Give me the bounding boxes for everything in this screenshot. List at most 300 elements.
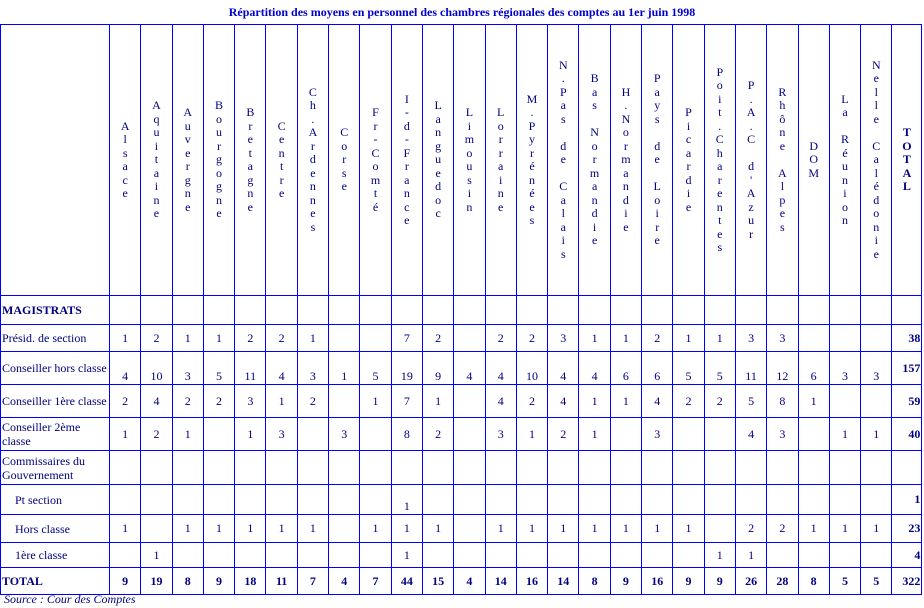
table-cell: 2 — [516, 325, 547, 352]
table-cell — [798, 451, 829, 485]
table-cell — [579, 296, 610, 325]
table-cell — [579, 543, 610, 568]
table-cell — [172, 296, 203, 325]
table-cell: 9 — [422, 352, 453, 385]
table-cell — [203, 543, 234, 568]
column-header — [110, 25, 141, 296]
table-cell — [704, 485, 735, 515]
table-cell — [454, 485, 485, 515]
column-header — [642, 25, 673, 296]
table-cell: 8 — [172, 568, 203, 595]
table-cell — [704, 451, 735, 485]
table-cell: 4 — [485, 385, 516, 418]
table-cell: 16 — [642, 568, 673, 595]
table-cell: 1 — [610, 515, 641, 543]
table-cell — [141, 485, 172, 515]
table-cell — [610, 543, 641, 568]
table-cell: 4 — [454, 568, 485, 595]
column-header — [579, 25, 610, 296]
column-header-label: L a R é u n i o n — [840, 91, 849, 227]
table-cell — [454, 296, 485, 325]
table-cell — [266, 485, 297, 515]
table-cell: 6 — [610, 352, 641, 385]
row-total-cell: 38 — [892, 325, 922, 352]
table-cell: 1 — [829, 515, 860, 543]
table-cell — [735, 296, 766, 325]
table-cell: 28 — [767, 568, 798, 595]
column-header — [360, 25, 391, 296]
table-cell — [704, 296, 735, 325]
table-cell: 1 — [266, 515, 297, 543]
table-cell: 10 — [516, 352, 547, 385]
table-cell — [422, 485, 453, 515]
column-header-label: B o u r g o g n e — [215, 98, 224, 221]
table-cell — [673, 451, 704, 485]
column-header-label: C e n t r e — [277, 118, 286, 200]
table-cell — [798, 485, 829, 515]
table-cell: 1 — [610, 325, 641, 352]
table-cell — [235, 296, 266, 325]
table-cell: 4 — [579, 352, 610, 385]
table-cell: 3 — [767, 418, 798, 451]
column-header-label: C o r s e — [340, 125, 349, 194]
column-header — [704, 25, 735, 296]
column-header-label: P i c a r d i e — [685, 105, 692, 214]
table-cell — [203, 296, 234, 325]
table-cell — [360, 296, 391, 325]
table-cell — [548, 543, 579, 568]
column-header-label: H . N o r m a n d i e — [621, 84, 631, 234]
table-cell: 9 — [704, 568, 735, 595]
table-cell: 1 — [516, 515, 547, 543]
column-header-label: A q u i t a i n e — [152, 98, 161, 221]
column-header-label: N . P a s d e C a l a i s — [558, 57, 568, 261]
row-total-cell: 23 — [892, 515, 922, 543]
table-cell — [203, 418, 234, 451]
table-cell — [610, 296, 641, 325]
table-cell — [829, 385, 860, 418]
column-header-label: M . P y r é n é e s — [526, 91, 538, 227]
table-cell — [861, 451, 892, 485]
table-cell: 1 — [798, 515, 829, 543]
table-cell — [360, 451, 391, 485]
table-cell: 1 — [391, 485, 422, 515]
column-header-label: R h ô n e A l p e s — [778, 84, 787, 234]
column-header-label: P . A . C d ' A z u r — [746, 78, 756, 241]
table-cell: 2 — [642, 325, 673, 352]
table-cell: 5 — [861, 568, 892, 595]
table-cell — [172, 485, 203, 515]
table-cell — [391, 296, 422, 325]
table-cell: 1 — [673, 515, 704, 543]
table-cell — [110, 485, 141, 515]
table-cell: 5 — [704, 352, 735, 385]
table-cell — [829, 325, 860, 352]
table-cell: 3 — [767, 325, 798, 352]
table-cell: 8 — [391, 418, 422, 451]
table-cell — [329, 451, 360, 485]
table-cell — [548, 451, 579, 485]
table-cell — [861, 485, 892, 515]
table-cell: 16 — [516, 568, 547, 595]
column-header — [454, 25, 485, 296]
table-cell — [642, 451, 673, 485]
row-total-cell — [892, 451, 922, 485]
table-cell: 1 — [235, 515, 266, 543]
table-cell — [329, 325, 360, 352]
table-row — [1, 485, 922, 515]
table-cell: 7 — [360, 568, 391, 595]
table-cell — [642, 296, 673, 325]
table-cell — [673, 296, 704, 325]
table-cell: 4 — [485, 352, 516, 385]
table-cell: 2 — [141, 325, 172, 352]
table-cell: 4 — [110, 352, 141, 385]
table-cell — [110, 296, 141, 325]
table-cell: 14 — [548, 568, 579, 595]
table-cell: 3 — [735, 325, 766, 352]
table-cell: 1 — [735, 543, 766, 568]
table-cell: 1 — [610, 385, 641, 418]
table-cell — [454, 385, 485, 418]
column-header-label: P o i t . C h a r e n t e s — [715, 64, 724, 254]
table-cell — [610, 485, 641, 515]
table-cell — [673, 485, 704, 515]
table-cell: 26 — [735, 568, 766, 595]
column-header — [861, 25, 892, 296]
table-cell — [485, 451, 516, 485]
column-header — [798, 25, 829, 296]
table-cell: 4 — [548, 385, 579, 418]
table-cell — [266, 451, 297, 485]
table-cell: 6 — [798, 352, 829, 385]
table-cell: 5 — [735, 385, 766, 418]
table-cell: 7 — [297, 568, 328, 595]
table-cell: 44 — [391, 568, 422, 595]
column-header-label: L o r r a i n e — [497, 105, 505, 214]
table-cell: 1 — [141, 543, 172, 568]
table-cell: 2 — [422, 418, 453, 451]
table-cell: 9 — [203, 568, 234, 595]
table-cell: 1 — [172, 515, 203, 543]
row-label: Pt section — [1, 485, 110, 515]
table-cell: 3 — [235, 385, 266, 418]
column-header-label: A l s a c e — [120, 118, 130, 200]
table-cell: 1 — [579, 418, 610, 451]
table-row — [1, 568, 922, 595]
row-label: Hors classe — [1, 515, 110, 543]
table-cell — [203, 451, 234, 485]
table-cell: 5 — [673, 352, 704, 385]
table-cell — [141, 451, 172, 485]
table-cell: 2 — [110, 385, 141, 418]
table-cell: 1 — [110, 418, 141, 451]
row-label: Commissaires du Gouvernement — [1, 451, 110, 485]
column-header-label: B a s N o r m a n d i e — [589, 71, 600, 248]
table-cell — [861, 543, 892, 568]
row-total-cell: 4 — [892, 543, 922, 568]
table-cell — [673, 543, 704, 568]
table-cell: 2 — [172, 385, 203, 418]
row-total-cell: 1 — [892, 485, 922, 515]
table-cell: 3 — [297, 352, 328, 385]
table-row — [1, 325, 922, 352]
table-cell: 15 — [422, 568, 453, 595]
column-header — [767, 25, 798, 296]
table-cell: 1 — [579, 515, 610, 543]
table-cell — [360, 325, 391, 352]
column-header — [235, 25, 266, 296]
source-note: Source : Cour des Comptes — [4, 592, 136, 606]
table-cell: 5 — [360, 352, 391, 385]
table-cell — [767, 543, 798, 568]
header-corner — [1, 25, 110, 296]
table-cell: 1 — [203, 325, 234, 352]
table-cell — [767, 485, 798, 515]
table-cell: 3 — [266, 418, 297, 451]
table-cell: 3 — [829, 352, 860, 385]
table-cell — [673, 418, 704, 451]
table-cell: 3 — [172, 352, 203, 385]
table-cell: 1 — [360, 385, 391, 418]
table-cell: 7 — [391, 385, 422, 418]
table-cell — [735, 451, 766, 485]
table-cell: 1 — [110, 515, 141, 543]
table-cell: 8 — [579, 568, 610, 595]
table-cell: 3 — [861, 352, 892, 385]
table-cell: 1 — [297, 515, 328, 543]
table-cell — [454, 451, 485, 485]
table-row — [1, 296, 922, 325]
table-cell — [516, 296, 547, 325]
column-header-label: D O M — [808, 138, 820, 180]
table-cell: 2 — [297, 385, 328, 418]
column-header — [422, 25, 453, 296]
column-header — [141, 25, 172, 296]
table-cell: 11 — [235, 352, 266, 385]
table-cell: 2 — [735, 515, 766, 543]
table-cell: 1 — [391, 515, 422, 543]
column-header — [172, 25, 203, 296]
table-cell: 1 — [548, 515, 579, 543]
table-cell — [829, 296, 860, 325]
row-total-cell: 322 — [892, 568, 922, 595]
table-cell — [485, 485, 516, 515]
column-header-label: B r e t a g n e — [246, 105, 255, 214]
table-cell: 3 — [329, 418, 360, 451]
column-header-label: F r - C o m t é — [370, 105, 381, 214]
table-cell — [861, 296, 892, 325]
column-header — [673, 25, 704, 296]
table-cell — [829, 543, 860, 568]
table-cell: 9 — [110, 568, 141, 595]
table-cell — [141, 296, 172, 325]
table-cell: 2 — [516, 385, 547, 418]
table-cell — [329, 296, 360, 325]
table-cell: 1 — [829, 418, 860, 451]
table-cell — [610, 418, 641, 451]
table-cell: 1 — [704, 543, 735, 568]
table-cell — [422, 543, 453, 568]
table-cell — [704, 418, 735, 451]
column-header — [516, 25, 547, 296]
row-label: Conseiller 1ère classe — [1, 385, 110, 418]
row-label: Présid. de section — [1, 325, 110, 352]
table-cell: 1 — [110, 325, 141, 352]
table-cell: 5 — [203, 352, 234, 385]
table-cell — [610, 451, 641, 485]
table-cell — [454, 325, 485, 352]
table-cell: 2 — [266, 325, 297, 352]
table-cell — [579, 451, 610, 485]
table-cell — [798, 543, 829, 568]
table-cell: 1 — [235, 418, 266, 451]
table-cell: 4 — [141, 385, 172, 418]
column-header — [610, 25, 641, 296]
table-cell: 1 — [422, 385, 453, 418]
table-cell: 3 — [485, 418, 516, 451]
table-cell: 1 — [422, 515, 453, 543]
table-cell — [422, 451, 453, 485]
table-cell — [329, 543, 360, 568]
table-cell: 5 — [829, 568, 860, 595]
table-cell: 12 — [767, 352, 798, 385]
table-cell: 1 — [172, 418, 203, 451]
table-cell: 4 — [454, 352, 485, 385]
table-cell: 1 — [861, 515, 892, 543]
table-cell: 8 — [798, 568, 829, 595]
table-cell: 1 — [391, 543, 422, 568]
table-cell: 3 — [548, 325, 579, 352]
column-header — [829, 25, 860, 296]
table-cell — [235, 451, 266, 485]
table-cell — [548, 485, 579, 515]
table-row — [1, 385, 922, 418]
table-cell: 10 — [141, 352, 172, 385]
table-cell — [110, 543, 141, 568]
row-label: Conseiller 2ème classe — [1, 418, 110, 451]
table-cell — [516, 451, 547, 485]
table-cell — [485, 543, 516, 568]
table-title: Répartition des moyens en personnel des chambres régionales des comptes au 1er juin 1998 — [228, 5, 696, 19]
column-header — [735, 25, 766, 296]
table-cell — [454, 418, 485, 451]
column-header-label: I - d - F r a n c e — [403, 91, 411, 227]
table-row — [1, 515, 922, 543]
table-cell: 4 — [735, 418, 766, 451]
table-cell: 9 — [610, 568, 641, 595]
table-cell: 1 — [673, 325, 704, 352]
table-cell: 19 — [141, 568, 172, 595]
table-cell: 4 — [548, 352, 579, 385]
table-cell — [297, 451, 328, 485]
column-header — [266, 25, 297, 296]
table-cell: 2 — [422, 325, 453, 352]
table-cell: 9 — [673, 568, 704, 595]
column-header-label: L a n g u e d o c — [434, 98, 442, 221]
row-label: TOTAL — [1, 568, 110, 595]
column-header — [297, 25, 328, 296]
table-cell: 1 — [579, 385, 610, 418]
table-cell: 1 — [516, 418, 547, 451]
table-cell — [861, 325, 892, 352]
column-header-label: P a y s d e L o i r e — [653, 71, 661, 248]
table-row — [1, 352, 922, 385]
table-cell: 1 — [485, 515, 516, 543]
table-cell: 19 — [391, 352, 422, 385]
table-cell: 1 — [360, 515, 391, 543]
column-header-label: L i m o u s i n — [464, 105, 475, 214]
table-cell — [548, 296, 579, 325]
table-cell: 1 — [704, 325, 735, 352]
table-cell — [735, 485, 766, 515]
table-cell: 1 — [172, 325, 203, 352]
table-cell: 1 — [579, 325, 610, 352]
table-cell — [172, 451, 203, 485]
table-cell — [110, 451, 141, 485]
table-cell — [235, 543, 266, 568]
table-cell: 1 — [329, 352, 360, 385]
column-header — [892, 25, 922, 296]
table-cell — [297, 296, 328, 325]
table-cell — [516, 543, 547, 568]
table-cell — [235, 485, 266, 515]
row-total-cell — [892, 296, 922, 325]
table-cell — [767, 296, 798, 325]
table-cell — [454, 515, 485, 543]
column-header — [485, 25, 516, 296]
table-cell — [329, 515, 360, 543]
table-cell — [391, 451, 422, 485]
table-cell: 1 — [642, 515, 673, 543]
column-header — [548, 25, 579, 296]
row-total-cell: 157 — [892, 352, 922, 385]
table-cell: 2 — [767, 515, 798, 543]
table-cell: 18 — [235, 568, 266, 595]
table-cell: 6 — [642, 352, 673, 385]
table-cell — [861, 385, 892, 418]
column-header-label: C h . A r d e n n e s — [308, 84, 318, 234]
table-cell: 2 — [673, 385, 704, 418]
table-cell: 2 — [235, 325, 266, 352]
table-cell: 8 — [767, 385, 798, 418]
table-cell — [329, 385, 360, 418]
table-cell: 1 — [798, 385, 829, 418]
table-cell — [454, 543, 485, 568]
row-label: Conseiller hors classe — [1, 352, 110, 385]
column-header-label: A u v e r g n e — [183, 105, 193, 214]
row-label: MAGISTRATS — [1, 296, 110, 325]
table-cell — [798, 418, 829, 451]
table-cell — [485, 296, 516, 325]
column-header — [203, 25, 234, 296]
table-cell: 4 — [642, 385, 673, 418]
table-cell: 14 — [485, 568, 516, 595]
table-cell: 2 — [704, 385, 735, 418]
table-cell: 11 — [735, 352, 766, 385]
table-cell — [579, 485, 610, 515]
table-cell: 2 — [141, 418, 172, 451]
table-cell — [360, 418, 391, 451]
table-cell — [329, 485, 360, 515]
table-cell — [829, 451, 860, 485]
column-header — [391, 25, 422, 296]
table-cell — [798, 296, 829, 325]
table-cell: 2 — [203, 385, 234, 418]
column-header — [329, 25, 360, 296]
table-cell — [422, 296, 453, 325]
personnel-table — [0, 24, 922, 595]
